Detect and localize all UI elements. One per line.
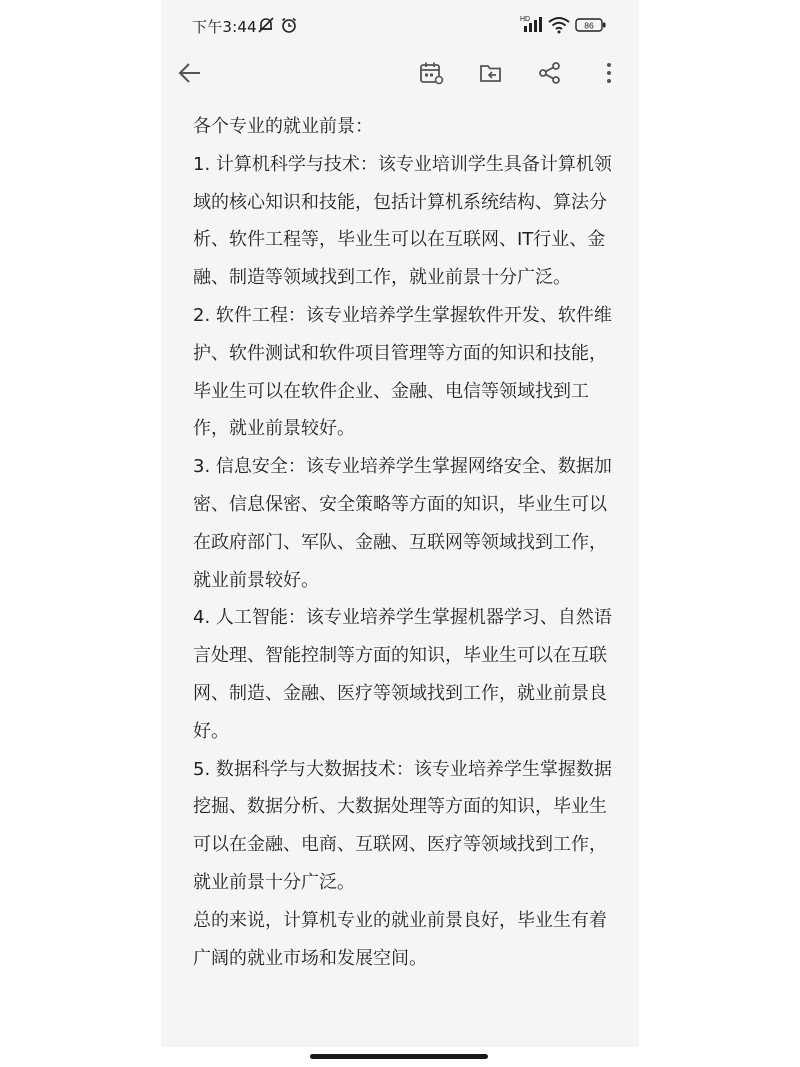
status-bar xyxy=(161,0,639,50)
note-paragraph: 1. 计算机科学与技术：该专业培训学生具备计算机领域的核心知识和技能，包括计算机系统结构、算法分析、软件工程等，毕业生可以在互联网、IT行业、金融、制造等领域找到工作，就业前景十分广泛。 xyxy=(193,153,612,289)
home-indicator[interactable] xyxy=(310,1054,488,1059)
mute-bell-icon xyxy=(257,16,275,38)
wifi-icon xyxy=(548,16,570,38)
note-paragraph: 5. 数据科学与大数据技术：该专业培养学生掌握数据挖掘、数据分析、大数据处理等方面的知识，毕业生可以在金融、电商、互联网、医疗等领域找到工作，就业前景十分广泛。 xyxy=(193,758,612,893)
note-body[interactable] xyxy=(193,108,623,977)
share-icon xyxy=(537,60,563,86)
note-paragraph: 3. 信息安全：该专业培养学生掌握网络安全、数据加密、信息保密、安全策略等方面的知识，毕业生可以在政府部门、军队、金融、互联网等领域找到工作，就业前景较好。 xyxy=(193,456,612,591)
calendar-icon xyxy=(418,60,444,86)
move-to-folder-button[interactable] xyxy=(474,56,508,90)
note-paragraph: 2. 软件工程：该专业培养学生掌握软件开发、软件维护、软件测试和软件项目管理等方面的知识和技能，毕业生可以在软件企业、金融、电信等领域找到工作，就业前景较好。 xyxy=(193,304,612,440)
arrow-left-icon xyxy=(177,60,203,86)
share-button[interactable] xyxy=(533,56,567,90)
alarm-clock-icon xyxy=(280,16,298,38)
toolbar xyxy=(161,52,639,94)
note-conclusion: 总的来说，计算机专业的就业前景良好，毕业生有着广阔的就业市场和发展空间。 xyxy=(193,909,607,969)
more-options-button[interactable] xyxy=(592,56,626,90)
calendar-reminder-button[interactable] xyxy=(414,56,448,90)
folder-move-icon xyxy=(478,60,504,86)
battery-icon xyxy=(575,18,607,36)
signal-icon xyxy=(520,14,544,38)
battery-level: 86 xyxy=(584,20,594,31)
status-time: 下午3:44 xyxy=(192,18,257,36)
back-button[interactable] xyxy=(173,56,207,90)
more-vertical-icon xyxy=(596,60,622,86)
note-paragraph: 4. 人工智能：该专业培养学生掌握机器学习、自然语言处理、智能控制等方面的知识，毕业生可以在互联网、制造、金融、医疗等领域找到工作，就业前景良好。 xyxy=(193,607,612,742)
network-type-label: HD xyxy=(520,16,531,23)
note-heading: 各个专业的就业前景： xyxy=(193,116,373,137)
phone-screen xyxy=(161,0,639,1047)
